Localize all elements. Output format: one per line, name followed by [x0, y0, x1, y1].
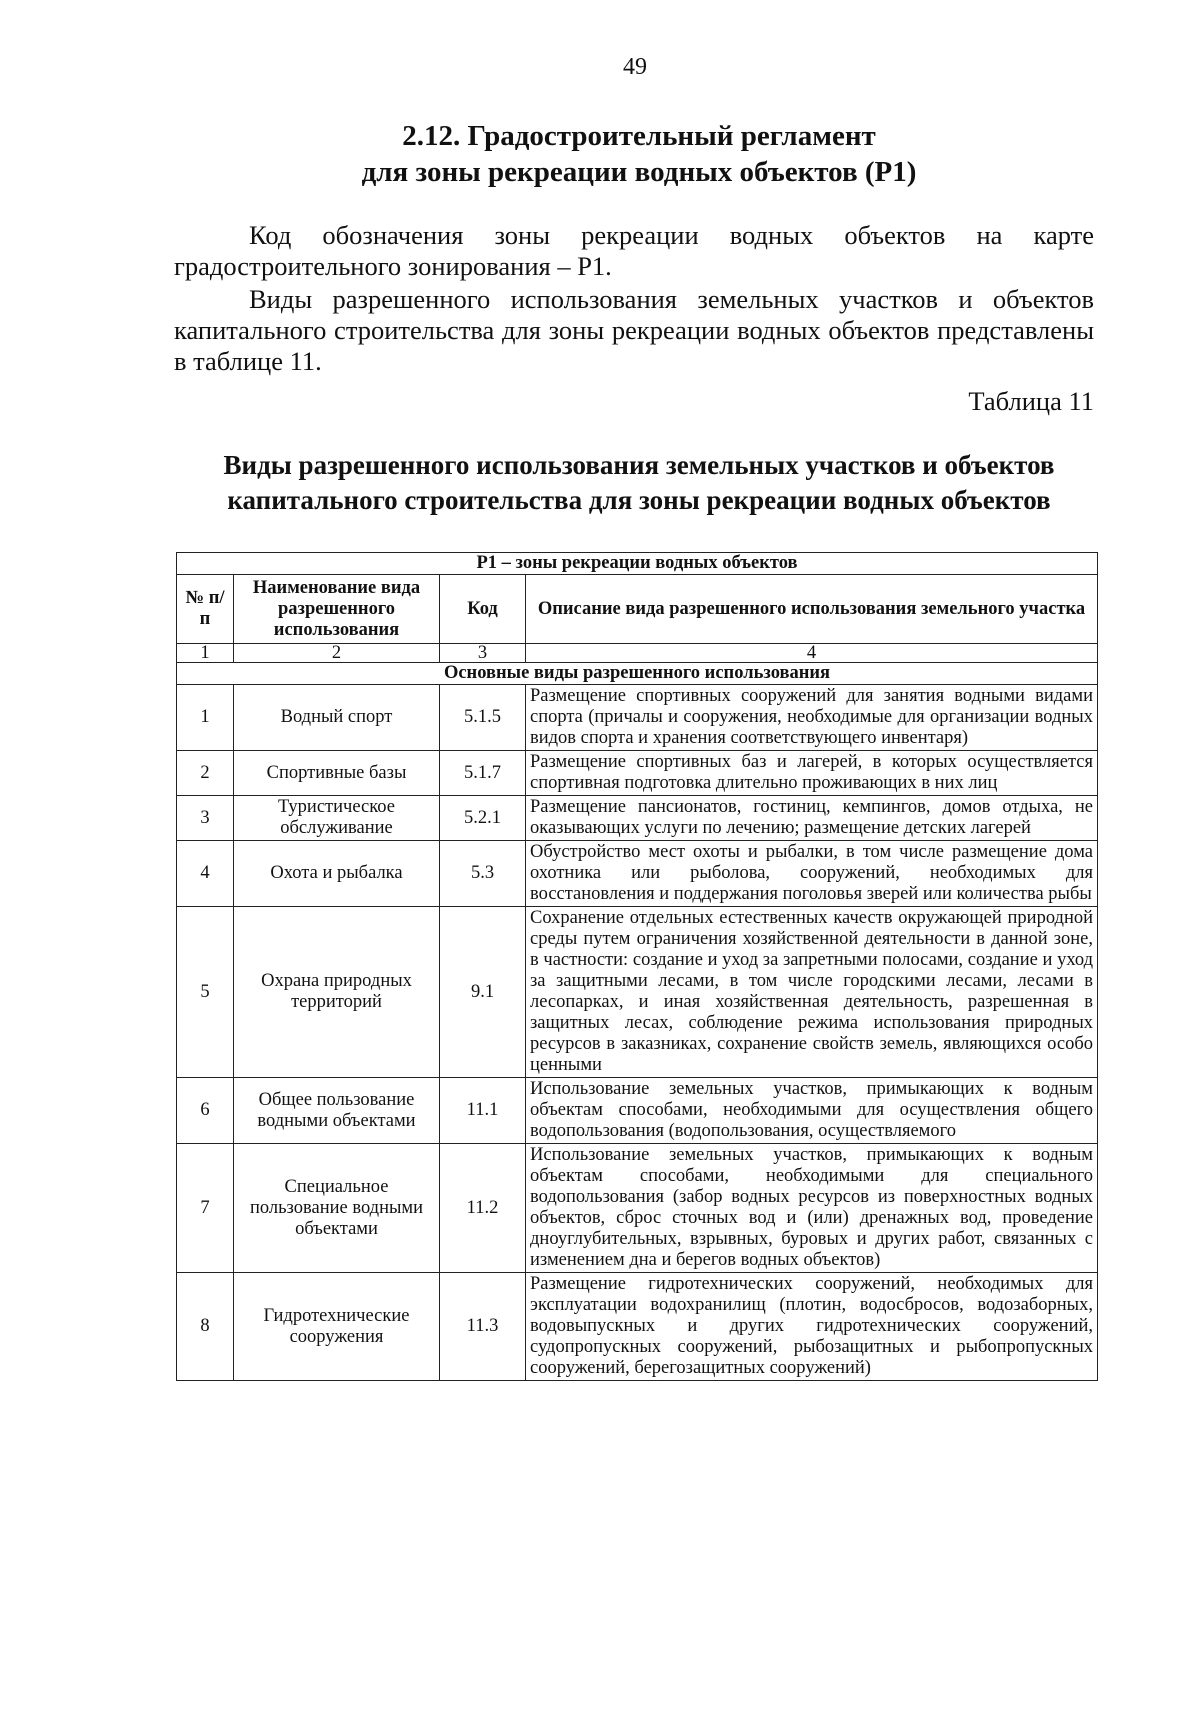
row-description: Размещение спортивных баз и лагерей, в которых осуществляется спортивная подготовка длительно проживающих в них лиц: [526, 751, 1098, 796]
table-row: [177, 907, 1098, 1078]
row-number: 4: [177, 841, 234, 907]
column-number: 2: [234, 644, 440, 663]
row-use-name: Специальное пользование водными объектами: [234, 1144, 440, 1273]
header-num: № п/п: [177, 575, 234, 644]
row-code: 11.2: [440, 1144, 526, 1273]
row-use-name: Охрана природных территорий: [234, 907, 440, 1078]
column-number-row: [177, 644, 1098, 663]
paragraph-permitted-uses-line1: Виды разрешенного использования земельных участков и объектов: [249, 284, 1094, 314]
paragraph-permitted-uses: [174, 284, 1094, 377]
header-name: Наименование вида разрешенного использования: [234, 575, 440, 644]
row-code: 11.1: [440, 1078, 526, 1144]
table-title-line2: капитального строительства для зоны рекреации водных объектов: [227, 485, 1051, 515]
column-number: 4: [526, 644, 1098, 663]
zone-header-row: [177, 553, 1098, 575]
section-heading-line1: 2.12. Градостроительный регламент: [402, 120, 876, 152]
section-title-cell: Основные виды разрешенного использования: [177, 663, 1098, 685]
row-description: Размещение гидротехнических сооружений, необходимых для эксплуатации водохранилищ (плотин, водосбросов, водозаборных, водовыпускных и других гидротехнических сооружений, судопропускных сооружений, рыбозащитных и рыбопропускных сооружений, берегозащитных сооружений): [526, 1273, 1098, 1381]
table-row: [177, 685, 1098, 751]
row-number: 8: [177, 1273, 234, 1381]
table-title-line1: Виды разрешенного использования земельных участков и объектов: [223, 450, 1055, 480]
row-code: 9.1: [440, 907, 526, 1078]
paragraph-zone-code: [174, 220, 1094, 282]
section-title-row: [177, 663, 1098, 685]
table-row: [177, 796, 1098, 841]
row-description: Сохранение отдельных естественных качеств окружающей природной среды путем ограничения хозяйственной деятельности в данной зоне, в частности: создание и уход за запретными полосами, создание и уход за защитными лесами, в том числе городскими лесами, лесами в лесопарках, и иная хозяйственная деятельность, разрешенная в защитных лесах, соблюдение режима использования природных ресурсов в заказниках, сохранение свойств земель, являющихся особо ценными: [526, 907, 1098, 1078]
row-use-name: Водный спорт: [234, 685, 440, 751]
table-row: [177, 1273, 1098, 1381]
zone-header-cell: Р1 – зоны рекреации водных объектов: [177, 553, 1098, 575]
page-number: 49: [623, 54, 647, 80]
row-number: 5: [177, 907, 234, 1078]
row-description: Размещение спортивных сооружений для занятия водными видами спорта (причалы и сооружения, необходимые для организации водных видов спорта и хранения соответствующего инвентаря): [526, 685, 1098, 751]
row-code: 5.2.1: [440, 796, 526, 841]
row-code: 11.3: [440, 1273, 526, 1381]
row-number: 1: [177, 685, 234, 751]
table-row: [177, 841, 1098, 907]
row-use-name: Общее пользование водными объектами: [234, 1078, 440, 1144]
row-use-name: Гидротехнические сооружения: [234, 1273, 440, 1381]
section-heading-line2: для зоны рекреации водных объектов (Р1): [361, 156, 917, 188]
row-code: 5.1.7: [440, 751, 526, 796]
row-number: 6: [177, 1078, 234, 1144]
table-title: [174, 448, 1104, 518]
row-description: Обустройство мест охоты и рыбалки, в том числе размещение дома охотника или рыболова, сооружений, необходимых для восстановления и поддержания поголовья зверей или количества рыбы: [526, 841, 1098, 907]
column-number: 1: [177, 644, 234, 663]
table-row: [177, 1144, 1098, 1273]
header-code: Код: [440, 575, 526, 644]
section-heading: [174, 118, 1104, 190]
table-body: [177, 553, 1098, 1381]
paragraph-zone-code-line2: градостроительного зонирования – Р1.: [174, 251, 612, 281]
row-number: 7: [177, 1144, 234, 1273]
row-use-name: Спортивные базы: [234, 751, 440, 796]
row-use-name: Туристическое обслуживание: [234, 796, 440, 841]
column-number: 3: [440, 644, 526, 663]
row-code: 5.3: [440, 841, 526, 907]
column-header-row: [177, 575, 1098, 644]
paragraph-zone-code-line1: Код обозначения зоны рекреации водных объектов на карте: [249, 220, 1094, 250]
table-row: [177, 751, 1098, 796]
row-description: Использование земельных участков, примыкающих к водным объектам способами, необходимыми для осуществления общего водопользования (водопользования, осуществляемого: [526, 1078, 1098, 1144]
row-use-name: Охота и рыбалка: [234, 841, 440, 907]
table-row: [177, 1078, 1098, 1144]
row-description: Размещение пансионатов, гостиниц, кемпингов, домов отдыха, не оказывающих услуги по лечению; размещение детских лагерей: [526, 796, 1098, 841]
paragraph-permitted-uses-rest: капитального строительства для зоны рекреации водных объектов представлены в таблице 11.: [174, 315, 1094, 376]
row-description: Использование земельных участков, примыкающих к водным объектам способами, необходимыми для специального водопользования (забор водных ресурсов из поверхностных водных объектов, сброс сточных вод и (или) дренажных вод, проведение дноуглубительных, взрывных, буровых и других работ, связанных с изменением дна и берегов водных объектов): [526, 1144, 1098, 1273]
row-code: 5.1.5: [440, 685, 526, 751]
header-desc: Описание вида разрешенного использования земельного участка: [526, 575, 1098, 644]
row-number: 3: [177, 796, 234, 841]
row-number: 2: [177, 751, 234, 796]
permitted-uses-table: [176, 552, 1098, 1381]
table-caption: Таблица 11: [968, 386, 1094, 416]
